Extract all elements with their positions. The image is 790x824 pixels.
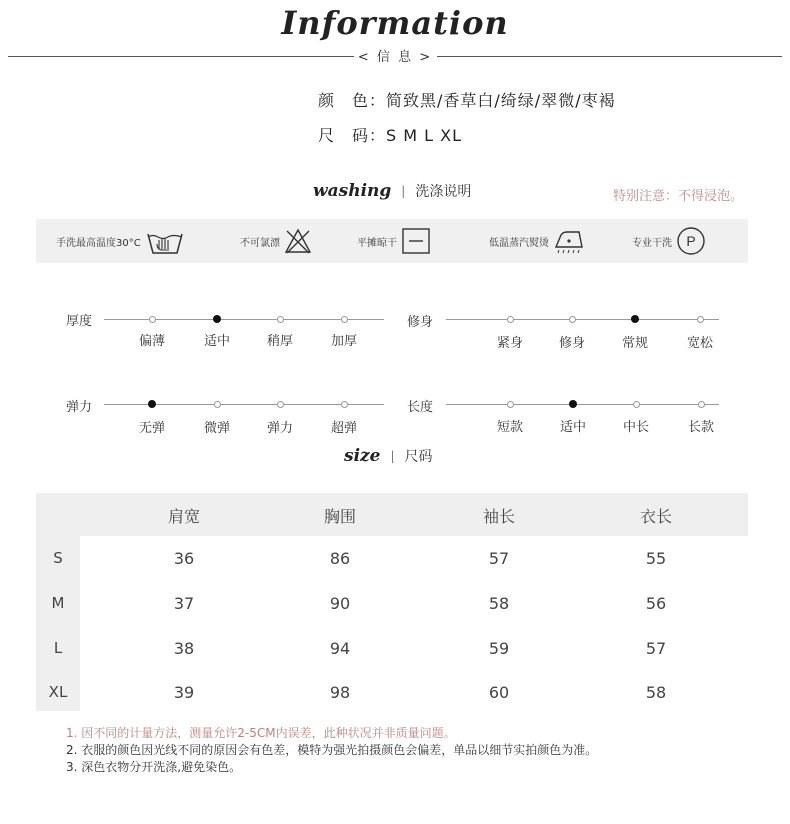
size-script-label: size [344,446,381,466]
care-item-low-iron [489,219,585,263]
color-label: 颜 色： [318,91,387,110]
rating-rail-fit [446,319,719,320]
size-table-cell: 98 [329,683,351,702]
separator: | [401,184,406,198]
rating-dot [633,401,640,408]
size-table-cell: 58 [645,683,667,702]
rating-dot-selected [148,400,156,408]
dry-clean-symbol: P [686,233,696,249]
page-subtitle: < 信 息 > [357,50,433,65]
rating-option-label: 微弹 [203,421,230,436]
color-attribute [318,88,616,111]
size-table-cell: 94 [329,639,351,658]
rating-dot [569,316,576,323]
rating-option-label: 加厚 [330,334,357,349]
size-row-label: S [53,549,63,567]
care-item-dry-flat [357,219,431,263]
note-1: 1. 因不同的计量方法，测量允许2-5CM内误差，此种状况并非质量问题。 [66,726,456,740]
size-table-cell: 39 [173,683,195,702]
rating-rail-length [446,404,719,405]
rating-dot-selected [569,400,577,408]
care-item-no-bleach [240,219,312,263]
color-value: 简致黑/香草白/绮绿/翠微/枣褐 [386,91,616,110]
washing-script-label: washing [313,181,392,201]
rating-option-label: 偏薄 [138,334,165,349]
rating-option-label: 弹力 [266,421,293,436]
size-attribute [318,123,462,146]
note-2: 2. 衣服的颜色因光线不同的原因会有色差，模特为强光拍摄颜色会偏差，单品以细节实拍颜色为准。 [66,743,598,757]
rating-dot [507,316,514,323]
size-table-cell: 58 [488,594,510,613]
size-table-cell: 56 [645,594,667,613]
size-table-cell: 38 [173,639,195,658]
rating-dot [507,401,514,408]
size-table-cell: 86 [329,549,351,568]
rating-label-thickness: 厚度 [66,314,93,329]
rating-option-label: 稍厚 [266,334,293,349]
care-item-hand-wash [56,219,185,263]
rating-dot [277,316,284,323]
size-table-cell: 60 [488,683,510,702]
rating-option-label: 无弹 [138,421,165,436]
size-column-header: 袖长 [482,507,515,526]
size-table-cell: 57 [645,639,667,658]
size-row-label: M [51,594,65,612]
rating-option-label: 超弹 [330,421,357,436]
low-iron-icon [553,227,585,255]
size-table-cell: 57 [488,549,510,568]
rating-option-label: 中长 [622,420,649,435]
rating-option-label: 宽松 [686,336,713,351]
rating-dot [341,316,348,323]
rating-dot [277,401,284,408]
rating-dot [149,316,156,323]
size-header [344,446,433,466]
separator: | [390,449,395,463]
dry-flat-icon [401,227,431,255]
size-table-cell: 37 [173,594,195,613]
size-label: 尺 码： [318,126,387,145]
size-table-cell: 55 [645,549,667,568]
rating-label-length: 长度 [407,400,434,415]
size-column-header: 衣长 [639,507,672,526]
size-row-label: XL [48,683,68,701]
size-table-cell: 90 [329,594,351,613]
size-column-header: 肩宽 [167,507,200,526]
rating-option-label: 紧身 [496,336,523,351]
size-column-header: 胸围 [323,507,356,526]
size-table-cell: 59 [488,639,510,658]
care-text: 低温蒸汽熨烫 [489,237,549,249]
washing-header [313,181,471,201]
care-text: 手洗最高温度30°C [56,237,141,249]
care-item-dry-clean [632,219,706,263]
rating-dot-selected [213,315,221,323]
rating-dot-selected [631,315,639,323]
page-title: Information [281,4,509,42]
care-instructions-bar [36,219,748,263]
care-text: 不可氯漂 [240,237,280,249]
washing-label: 洗涤说明 [415,184,472,200]
rating-dot [341,401,348,408]
care-text: 平摊晾干 [357,237,397,249]
rating-label-fit: 修身 [407,315,434,330]
rating-dot [697,316,704,323]
rating-label-elasticity: 弹力 [66,400,93,415]
rating-option-label: 常规 [621,336,648,351]
washing-notice: 特别注意：不得浸泡。 [613,189,744,204]
rating-option-label: 适中 [203,334,230,349]
size-value: S M L XL [386,126,463,145]
size-table-cell: 36 [173,549,195,568]
size-row-label: L [53,639,63,657]
rating-option-label: 修身 [558,336,585,351]
no-bleach-icon [284,228,312,254]
rating-option-label: 短款 [496,420,523,435]
rating-dot [698,401,705,408]
note-3: 3. 深色衣物分开洗涤,避免染色。 [66,760,242,774]
rating-option-label: 适中 [559,420,586,435]
rating-dot [214,401,221,408]
hand-wash-icon [145,226,185,256]
care-text: 专业干洗 [632,237,672,249]
size-section-label: 尺码 [404,449,433,465]
rating-option-label: 长款 [687,420,714,435]
dry-clean-p-icon [676,226,706,256]
